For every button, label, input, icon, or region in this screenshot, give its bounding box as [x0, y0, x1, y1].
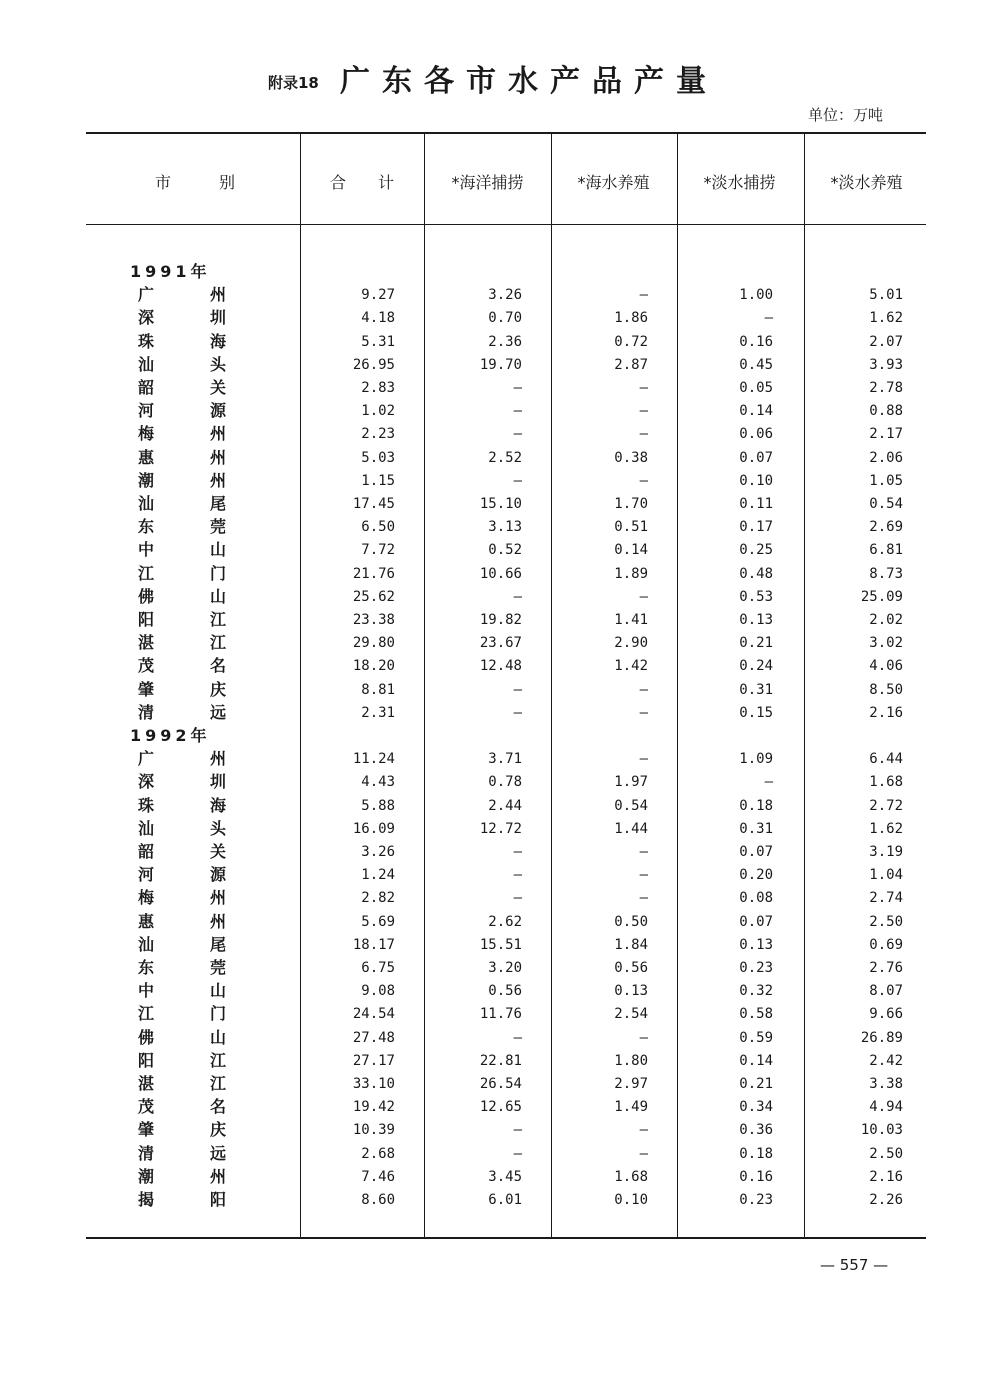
table-cell: 1.62: [869, 820, 903, 837]
table-cell: 25.62: [352, 588, 395, 605]
table-cell: 3.19: [869, 844, 903, 860]
table-cell: 3.02: [869, 635, 903, 652]
table-cell: 2.72: [869, 797, 903, 814]
table-cell: 15.51: [479, 936, 522, 953]
table-cell: 25.09: [860, 588, 903, 605]
table-cell: 0.45: [739, 356, 773, 373]
city-name-first-char: 东: [138, 517, 155, 537]
city-name-second-char: 山: [210, 1027, 227, 1047]
table-cell: —: [639, 472, 648, 489]
city-name-second-char: 江: [210, 1074, 227, 1093]
table-cell: 26.95: [352, 356, 395, 373]
table-cell: 0.34: [739, 1099, 773, 1116]
table-cell: 2.82: [361, 890, 395, 907]
table-cell: 2.50: [869, 913, 903, 930]
table-cell: —: [513, 1145, 522, 1162]
table-cell: 8.50: [869, 681, 903, 698]
table-cell: 5.31: [361, 333, 395, 350]
table-cell: 17.45: [352, 496, 395, 512]
table-cell: —: [639, 588, 648, 605]
table-cell: 0.25: [739, 542, 773, 559]
table-cell: 2.31: [361, 704, 395, 721]
table-cell: 5.01: [869, 287, 903, 304]
table-cell: 1.00: [739, 287, 773, 304]
table-cell: 0.11: [739, 496, 773, 512]
city-name-first-char: 惠: [138, 911, 155, 931]
city-name-second-char: 州: [210, 424, 227, 444]
city-name-first-char: 中: [138, 540, 155, 560]
table-cell: —: [639, 1029, 648, 1046]
city-name-first-char: 河: [138, 865, 155, 885]
table-cell: 0.23: [739, 960, 773, 976]
table-cell: —: [513, 867, 522, 884]
table-cell: —: [513, 426, 522, 443]
table-cell: 5.03: [361, 449, 395, 466]
table-cell: 8.60: [361, 1192, 395, 1208]
table-cell: 5.69: [361, 913, 395, 930]
column-header-marine-catch: *海洋捕捞: [451, 173, 524, 192]
table-cell: 7.72: [361, 542, 395, 559]
city-name-second-char: 江: [210, 633, 227, 653]
city-name-first-char: 茂: [138, 656, 155, 676]
table-cell: 0.24: [739, 658, 773, 675]
table-cell: 0.56: [488, 983, 522, 1000]
table-cell: —: [513, 472, 522, 489]
city-name-second-char: 州: [210, 749, 227, 769]
table-cell: 12.48: [479, 658, 522, 675]
city-name-second-char: 头: [210, 354, 227, 374]
table-cell: 0.13: [614, 983, 648, 1000]
city-name-first-char: 河: [138, 401, 155, 421]
city-name-second-char: 山: [210, 586, 227, 606]
table-cell: —: [639, 867, 648, 884]
table-cell: 16.09: [352, 820, 395, 837]
table-cell: 22.81: [479, 1052, 522, 1069]
table-cell: 0.36: [739, 1122, 773, 1139]
table-cell: 0.18: [739, 797, 773, 814]
table-cell: 19.82: [479, 612, 522, 628]
table-cell: —: [513, 403, 522, 420]
table-cell: —: [639, 380, 648, 396]
city-name-first-char: 佛: [138, 1027, 155, 1047]
page-number: — 557 —: [820, 1256, 889, 1274]
city-name-second-char: 名: [210, 1097, 227, 1117]
city-name-first-char: 揭: [138, 1190, 155, 1209]
city-name-first-char: 潮: [138, 1166, 155, 1186]
city-name-first-char: 深: [138, 308, 155, 328]
table-cell: 6.44: [869, 751, 903, 768]
city-name-first-char: 湛: [138, 633, 155, 653]
city-name-first-char: 潮: [138, 470, 155, 490]
city-name-second-char: 远: [210, 1143, 227, 1163]
table-cell: 26.89: [860, 1029, 903, 1046]
table-cell: 2.06: [869, 449, 903, 466]
table-cell: 1.04: [869, 867, 903, 884]
table-cell: 2.42: [869, 1052, 903, 1069]
table-cell: 9.66: [869, 1006, 903, 1023]
unit-label: 单位：万吨: [808, 106, 884, 124]
table-cell: 21.76: [352, 565, 395, 582]
table-cell: 2.16: [869, 704, 903, 721]
year-heading: 1992年: [130, 726, 211, 745]
page-title: 广东各市水产品产量: [340, 64, 718, 99]
column-header-freshwater-catch: *淡水捕捞: [703, 173, 776, 192]
city-name-first-char: 湛: [138, 1074, 155, 1093]
table-cell: 1.62: [869, 310, 903, 327]
city-name-second-char: 尾: [210, 934, 227, 954]
table-cell: —: [513, 704, 522, 721]
city-name-first-char: 韶: [138, 842, 155, 861]
city-name-second-char: 州: [210, 470, 227, 490]
table-cell: 0.10: [614, 1192, 648, 1208]
table-cell: 0.54: [614, 797, 648, 814]
table-cell: 4.94: [869, 1099, 903, 1116]
city-name-second-char: 头: [210, 818, 227, 838]
table-cell: 0.88: [869, 403, 903, 420]
table-cell: 0.14: [739, 403, 773, 420]
table-cell: —: [513, 681, 522, 698]
table-cell: 0.52: [488, 542, 522, 559]
table-cell: —: [513, 588, 522, 605]
table-cell: 2.16: [869, 1168, 903, 1185]
table-cell: 2.74: [869, 890, 903, 907]
table-cell: 10.66: [479, 565, 522, 582]
city-name-first-char: 汕: [138, 494, 155, 513]
table-cell: 29.80: [352, 635, 395, 652]
city-name-first-char: 肇: [138, 1120, 155, 1140]
table-cell: —: [639, 681, 648, 698]
city-name-first-char: 茂: [138, 1097, 155, 1117]
table-cell: 27.48: [352, 1029, 395, 1046]
city-name-first-char: 佛: [138, 586, 155, 606]
table-cell: 2.23: [361, 426, 395, 443]
table-cell: 5.88: [361, 797, 395, 814]
table-cell: 2.69: [869, 519, 903, 536]
table-cell: 0.15: [739, 704, 773, 721]
table-cell: 1.70: [614, 496, 648, 512]
table-cell: 2.50: [869, 1145, 903, 1162]
table-cell: 2.02: [869, 612, 903, 628]
city-name-first-char: 阳: [138, 1050, 155, 1070]
table-cell: 2.97: [614, 1076, 648, 1092]
table-cell: 1.02: [361, 403, 395, 420]
table-cell: 1.41: [614, 612, 648, 628]
table-cell: 0.51: [614, 519, 648, 536]
table-cell: 4.43: [361, 774, 395, 791]
table-cell: 8.81: [361, 681, 395, 698]
table-cell: 0.59: [739, 1029, 773, 1046]
table-cell: 1.15: [361, 472, 395, 489]
table-cell: 2.62: [488, 913, 522, 930]
city-name-first-char: 深: [138, 772, 155, 792]
table-cell: 26.54: [479, 1076, 522, 1092]
city-name-first-char: 梅: [138, 424, 155, 444]
table-cell: 1.49: [614, 1099, 648, 1116]
table-cell: 0.20: [739, 867, 773, 884]
header-bottom-rule: [86, 224, 926, 225]
table-cell: 0.16: [739, 333, 773, 350]
table-cell: —: [513, 844, 522, 860]
table-cell: —: [639, 426, 648, 443]
city-name-second-char: 州: [210, 285, 227, 305]
table-cell: 2.44: [488, 797, 522, 814]
city-name-second-char: 州: [210, 447, 227, 467]
city-name-second-char: 门: [210, 1004, 227, 1024]
table-cell: 0.23: [739, 1192, 773, 1208]
table-cell: 1.24: [361, 867, 395, 884]
city-name-second-char: 尾: [210, 494, 227, 513]
table-cell: —: [639, 1145, 648, 1162]
table-cell: 0.21: [739, 635, 773, 652]
table-cell: 0.78: [488, 774, 522, 791]
table-cell: 15.10: [479, 496, 522, 512]
city-name-second-char: 海: [210, 795, 227, 815]
table-cell: 0.06: [739, 426, 773, 443]
table-cell: 0.31: [739, 820, 773, 837]
table-cell: 6.81: [869, 542, 903, 559]
year-heading: 1991年: [130, 262, 211, 281]
table-cell: 0.18: [739, 1145, 773, 1162]
table-cell: 8.07: [869, 983, 903, 1000]
table-cell: 2.76: [869, 960, 903, 976]
table-cell: 27.17: [352, 1052, 395, 1069]
city-name-second-char: 山: [210, 540, 227, 560]
city-name-first-char: 清: [138, 702, 155, 722]
table-cell: 1.42: [614, 658, 648, 675]
city-name-first-char: 广: [138, 749, 155, 769]
city-name-first-char: 汕: [138, 818, 155, 838]
city-name-second-char: 江: [210, 1050, 227, 1070]
table-cell: —: [513, 380, 522, 396]
city-name-second-char: 源: [210, 401, 227, 421]
table-cell: 23.67: [479, 635, 522, 652]
table-cell: —: [639, 890, 648, 907]
table-cell: 3.71: [488, 751, 522, 768]
table-cell: 0.13: [739, 936, 773, 953]
city-name-second-char: 关: [210, 378, 227, 397]
city-name-first-char: 珠: [138, 795, 155, 815]
table-cell: 3.26: [361, 844, 395, 860]
city-name-second-char: 州: [210, 888, 227, 908]
table-cell: 0.56: [614, 960, 648, 976]
city-name-second-char: 门: [210, 563, 227, 583]
table-cell: 3.20: [488, 960, 522, 976]
table-cell: 4.06: [869, 658, 903, 675]
city-name-second-char: 州: [210, 911, 227, 931]
city-name-first-char: 肇: [138, 679, 155, 699]
table-cell: 0.16: [739, 1168, 773, 1185]
table-cell: 0.54: [869, 496, 903, 512]
table-cell: 3.45: [488, 1168, 522, 1185]
table-cell: 1.89: [614, 565, 648, 582]
column-header-marine-aquaculture: *海水养殖: [577, 173, 650, 192]
table-cell: 0.07: [739, 449, 773, 466]
table-cell: 1.86: [614, 310, 648, 327]
table-cell: 2.52: [488, 449, 522, 466]
table-cell: —: [513, 1122, 522, 1139]
table-cell: 0.13: [739, 612, 773, 628]
city-name-first-char: 汕: [138, 354, 155, 374]
table-cell: 0.70: [488, 310, 522, 327]
table-cell: 7.46: [361, 1168, 395, 1185]
city-name-first-char: 珠: [138, 331, 155, 351]
column-header-total: 合 计: [329, 173, 394, 192]
city-name-second-char: 州: [210, 1166, 227, 1186]
table-cell: 0.17: [739, 519, 773, 536]
table-cell: 3.13: [488, 519, 522, 536]
city-name-first-char: 广: [138, 285, 155, 305]
city-name-second-char: 源: [210, 865, 227, 885]
table-cell: 2.68: [361, 1145, 395, 1162]
table-cell: 0.08: [739, 890, 773, 907]
city-name-second-char: 关: [210, 842, 227, 861]
table-cell: 0.14: [739, 1052, 773, 1069]
city-name-first-char: 江: [138, 563, 155, 583]
city-name-second-char: 山: [210, 981, 227, 1001]
table-cell: —: [639, 1122, 648, 1139]
table-cell: 0.48: [739, 565, 773, 582]
table-cell: 1.68: [614, 1168, 648, 1185]
table-cell: 0.72: [614, 333, 648, 350]
table-cell: 9.27: [361, 287, 395, 304]
table-cell: —: [639, 751, 648, 768]
table-cell: 11.76: [479, 1006, 522, 1023]
table-cell: 2.83: [361, 380, 395, 396]
table-cell: 10.03: [860, 1122, 903, 1139]
table-cell: 6.50: [361, 519, 395, 536]
city-name-second-char: 圳: [210, 308, 227, 328]
table-cell: 2.17: [869, 426, 903, 443]
city-name-second-char: 庆: [210, 679, 227, 699]
city-name-first-char: 阳: [138, 610, 155, 629]
table-cell: 2.87: [614, 356, 648, 373]
table-cell: 0.10: [739, 472, 773, 489]
city-name-second-char: 莞: [210, 517, 227, 537]
table-cell: 0.21: [739, 1076, 773, 1092]
table-cell: 6.75: [361, 960, 395, 976]
city-name-second-char: 远: [210, 702, 227, 722]
table-cell: 0.58: [739, 1006, 773, 1023]
table-cell: 12.65: [479, 1099, 522, 1116]
table-cell: 1.44: [614, 820, 648, 837]
table-cell: 18.20: [352, 658, 395, 675]
table-cell: 10.39: [352, 1122, 395, 1139]
table-cell: 19.70: [479, 356, 522, 373]
table-cell: 1.09: [739, 751, 773, 768]
table-cell: 2.78: [869, 380, 903, 396]
table-cell: 12.72: [479, 820, 522, 837]
table-cell: 2.90: [614, 635, 648, 652]
table-cell: 2.07: [869, 333, 903, 350]
table-cell: 0.53: [739, 588, 773, 605]
table-cell: 3.93: [869, 356, 903, 373]
table-cell: 8.73: [869, 565, 903, 582]
table-cell: 2.54: [614, 1006, 648, 1023]
table-cell: 0.50: [614, 913, 648, 930]
table-cell: 2.36: [488, 333, 522, 350]
table-cell: 1.84: [614, 936, 648, 953]
table-cell: 3.26: [488, 287, 522, 304]
city-name-second-char: 圳: [210, 772, 227, 792]
appendix-label: 附录18: [268, 74, 319, 92]
city-name-first-char: 汕: [138, 934, 155, 954]
table-cell: 18.17: [352, 936, 395, 953]
table-cell: 23.38: [352, 612, 395, 628]
city-name-first-char: 清: [138, 1143, 155, 1163]
table-bottom-rule: [86, 1237, 926, 1239]
table-cell: —: [639, 704, 648, 721]
table-cell: 19.42: [352, 1099, 395, 1116]
table-cell: 0.31: [739, 681, 773, 698]
city-name-first-char: 惠: [138, 447, 155, 467]
table-cell: 1.05: [869, 472, 903, 489]
table-cell: 4.18: [361, 310, 395, 327]
table-cell: 0.69: [869, 936, 903, 953]
table-cell: 0.07: [739, 844, 773, 860]
city-name-second-char: 江: [210, 610, 227, 629]
city-name-first-char: 中: [138, 981, 155, 1001]
table-cell: 1.80: [614, 1052, 648, 1069]
city-name-first-char: 东: [138, 958, 155, 977]
city-name-second-char: 莞: [210, 958, 227, 977]
table-cell: —: [639, 844, 648, 860]
table-cell: —: [764, 774, 773, 791]
table-cell: —: [639, 403, 648, 420]
city-name-second-char: 名: [210, 656, 227, 676]
city-name-first-char: 江: [138, 1004, 155, 1024]
table-top-rule: [86, 132, 926, 134]
table-cell: —: [764, 310, 773, 327]
table-cell: 0.38: [614, 449, 648, 466]
table-cell: 0.14: [614, 542, 648, 559]
table-cell: 3.38: [869, 1076, 903, 1092]
table-cell: 0.32: [739, 983, 773, 1000]
city-name-second-char: 阳: [210, 1190, 227, 1209]
city-name-first-char: 韶: [138, 378, 155, 397]
table-cell: —: [639, 287, 648, 304]
table-cell: 0.07: [739, 913, 773, 930]
city-name-second-char: 海: [210, 331, 227, 351]
table-cell: 9.08: [361, 983, 395, 1000]
table-cell: 24.54: [352, 1006, 395, 1023]
table-cell: 33.10: [352, 1076, 395, 1092]
city-name-second-char: 庆: [210, 1120, 227, 1140]
table-cell: 0.05: [739, 380, 773, 396]
table-cell: —: [513, 1029, 522, 1046]
table-cell: 2.26: [869, 1192, 903, 1208]
table-cell: 11.24: [352, 751, 395, 768]
column-header-freshwater-aquaculture: *淡水养殖: [830, 173, 903, 192]
table-cell: 1.68: [869, 774, 903, 791]
table-cell: 1.97: [614, 774, 648, 791]
column-header-city: 市 别: [154, 173, 235, 192]
table-cell: 6.01: [488, 1192, 522, 1208]
city-name-first-char: 梅: [138, 888, 155, 908]
table-cell: —: [513, 890, 522, 907]
